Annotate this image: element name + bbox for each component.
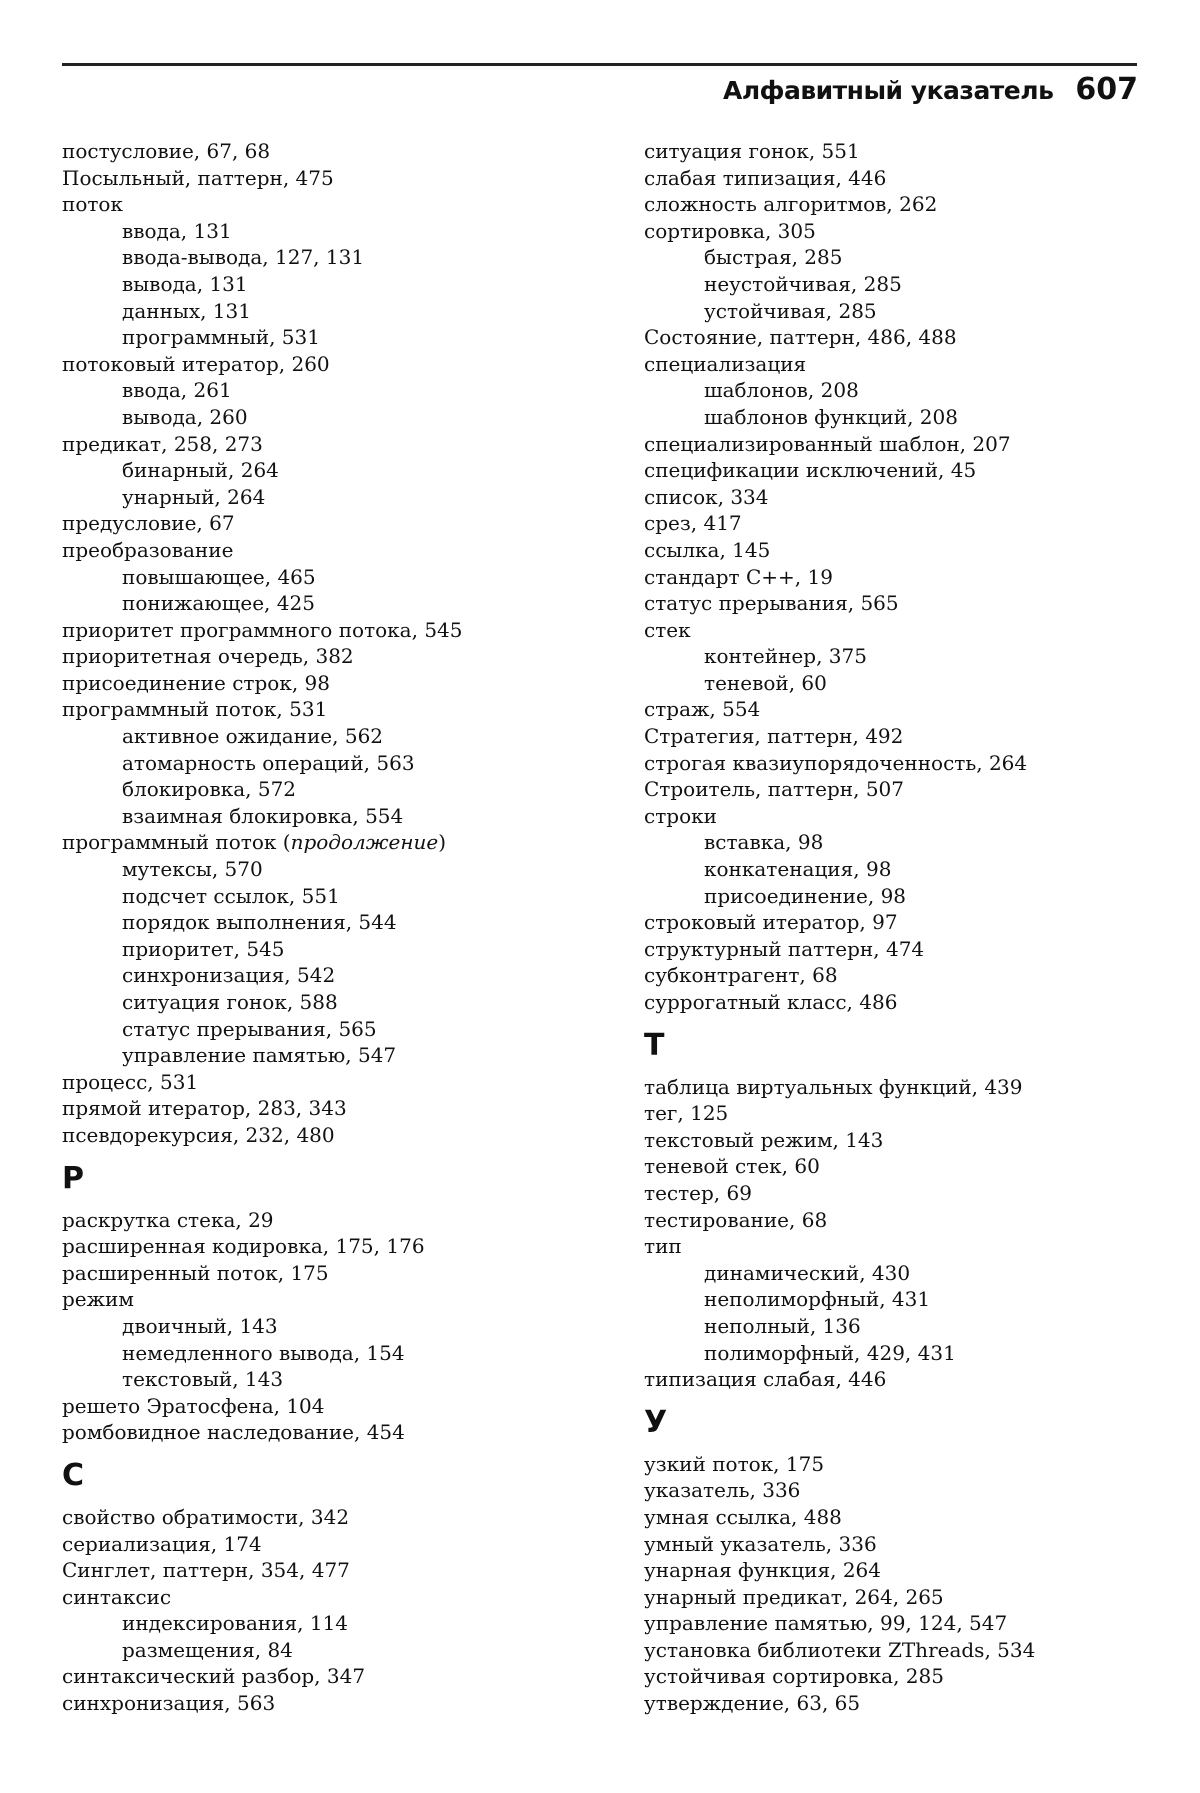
index-subentry: активное ожидание, 562 [122,724,384,749]
index-entry: Посыльный, паттерн, 475 [62,165,334,190]
index-entry: ситуация гонок, 551 [644,139,860,163]
index-subentry: двоичный, 143 [122,1313,278,1338]
index-entry: синхронизация, 563 [62,1691,276,1716]
index-subentry: контейнер, 375 [704,644,867,669]
index-entry: структурный паттерн, 474 [644,936,925,961]
index-entry: расширенная кодировка, 175, 176 [62,1234,425,1259]
index-subentry: порядок выполнения, 544 [122,910,397,935]
index-entry: присоединение строк, 98 [62,670,330,695]
index-entry: расширенный поток, 175 [62,1260,329,1285]
index-subentry: динамический, 430 [704,1260,911,1285]
index-entry: тестер, 69 [644,1180,752,1205]
index-entry: синтаксис [62,1584,172,1609]
index-entry: Синглет, паттерн, 354, 477 [62,1558,350,1583]
index-entry: спецификации исключений, 45 [644,458,977,483]
index-entry: раскрутка стека, 29 [62,1207,274,1232]
index-entry: статус прерывания, 565 [644,591,899,616]
index-entry: текстовый режим, 143 [644,1127,884,1152]
index-entry: срез, 417 [644,511,742,536]
index-entry: строгая квазиупорядоченность, 264 [644,750,1028,775]
index-subentry: статус прерывания, 565 [122,1016,377,1041]
entry-text: программный поток ( [62,830,291,855]
index-subentry: атомарность операций, 563 [122,750,415,775]
index-subentry: синхронизация, 542 [122,963,336,988]
index-entry: потоковый итератор, 260 [62,351,330,376]
index-entry: решето Эратосфена, 104 [62,1393,325,1418]
index-entry: суррогатный класс, 486 [644,990,898,1014]
index-entry: синтаксический разбор, 347 [62,1664,366,1689]
entry-continuation-note: продолжение [290,830,439,855]
index-entry: умная ссылка, 488 [644,1504,842,1529]
index-entry [62,829,582,856]
page-number: 607 [1075,72,1138,107]
section-letter: Р [62,1160,84,1196]
index-entry: умный указатель, 336 [644,1531,877,1556]
index-column-right [644,138,1164,1717]
index-subentry: неполный, 136 [704,1313,861,1338]
index-subentry: программный, 531 [122,325,320,350]
index-entry: Строитель, паттерн, 507 [644,777,904,802]
index-entry: типизация слабая, 446 [644,1367,887,1392]
index-subentry: вывода, 131 [122,271,248,296]
index-subentry: блокировка, 572 [122,777,297,802]
index-entry: указатель, 336 [644,1478,801,1503]
index-subentry: текстовый, 143 [122,1367,284,1392]
index-entry: режим [62,1287,134,1312]
index-subentry: немедленного вывода, 154 [122,1340,405,1365]
index-entry: стандарт C++, 19 [644,564,833,589]
index-entry: сложность алгоритмов, 262 [644,192,938,217]
index-subentry: унарный, 264 [122,484,266,509]
index-entry: тестирование, 68 [644,1207,828,1232]
index-entry: предикат, 258, 273 [62,431,263,456]
header-rule [62,63,1137,66]
index-entry: предусловие, 67 [62,511,235,536]
index-subentry: неустойчивая, 285 [704,271,902,296]
section-letter: У [644,1404,668,1440]
index-entry: установка библиотеки ZThreads, 534 [644,1637,1036,1662]
index-entry: строковый итератор, 97 [644,910,898,935]
index-subentry: присоединение, 98 [704,883,907,908]
index-subentry: вставка, 98 [704,830,824,855]
index-entry: Стратегия, паттерн, 492 [644,724,904,749]
index-entry: таблица виртуальных функций, 439 [644,1074,1023,1099]
index-entry: строки [644,803,717,828]
section-letter: С [62,1457,85,1493]
index-subentry: взаимная блокировка, 554 [122,803,404,828]
index-subentry: ситуация гонок, 588 [122,990,338,1014]
index-subentry: конкатенация, 98 [704,857,892,882]
entry-text-end: ) [438,830,447,855]
index-entry: сортировка, 305 [644,218,816,243]
index-subentry: устойчивая, 285 [704,298,877,323]
index-entry: страж, 554 [644,697,761,722]
index-entry: специализированный шаблон, 207 [644,431,1011,456]
index-subentry: размещения, 84 [122,1637,293,1662]
index-entry: специализация [644,351,807,376]
index-entry: унарная функция, 264 [644,1558,882,1583]
index-subentry: управление памятью, 547 [122,1043,397,1068]
index-subentry: ввода, 261 [122,378,232,403]
index-entry: слабая типизация, 446 [644,165,887,190]
index-subentry: шаблонов функций, 208 [704,404,958,429]
index-entry: программный поток, 531 [62,697,328,722]
index-subentry: неполиморфный, 431 [704,1287,931,1312]
index-entry: процесс, 531 [62,1069,199,1094]
index-subentry: ввода, 131 [122,218,232,243]
index-entry: узкий поток, 175 [644,1451,825,1476]
index-entry: утверждение, 63, 65 [644,1691,861,1716]
index-entry: субконтрагент, 68 [644,963,838,988]
index-entry: приоритетная очередь, 382 [62,644,354,669]
index-entry: постусловие, 67, 68 [62,139,271,163]
index-entry: устойчивая сортировка, 285 [644,1664,944,1689]
index-entry: список, 334 [644,484,769,509]
index-entry: тип [644,1234,682,1259]
index-subentry: шаблонов, 208 [704,378,859,403]
index-subentry: мутексы, 570 [122,857,263,882]
index-entry: поток [62,192,123,217]
index-entry: свойство обратимости, 342 [62,1504,350,1529]
index-subentry: повышающее, 465 [122,564,316,589]
index-subentry: быстрая, 285 [704,245,843,270]
index-subentry: индексирования, 114 [122,1611,349,1636]
index-entry: унарный предикат, 264, 265 [644,1584,944,1609]
index-entry: псевдорекурсия, 232, 480 [62,1122,335,1147]
index-subentry: ввода-вывода, 127, 131 [122,245,365,270]
index-subentry: бинарный, 264 [122,458,279,483]
index-entry: прямой итератор, 283, 343 [62,1096,347,1121]
index-subentry: приоритет, 545 [122,936,285,961]
index-entry: управление памятью, 99, 124, 547 [644,1611,1008,1636]
section-letter: Т [644,1027,665,1063]
index-entry: преобразование [62,537,234,562]
index-column-left [62,138,582,1717]
header-title: Алфавитный указатель [723,76,1054,105]
index-subentry: подсчет ссылок, 551 [122,883,340,908]
index-subentry: понижающее, 425 [122,591,315,616]
index-entry: Состояние, паттерн, 486, 488 [644,325,957,350]
index-subentry: данных, 131 [122,298,251,323]
index-entry: приоритет программного потока, 545 [62,617,463,642]
running-header [723,72,1138,107]
index-subentry: вывода, 260 [122,404,248,429]
index-entry: стек [644,617,691,642]
index-subentry: полиморфный, 429, 431 [704,1340,956,1365]
index-entry: тег, 125 [644,1101,729,1126]
index-entry: ссылка, 145 [644,537,771,562]
index-subentry: теневой, 60 [704,670,827,695]
index-entry: теневой стек, 60 [644,1154,820,1179]
index-entry: ромбовидное наследование, 454 [62,1420,405,1445]
index-entry: сериализация, 174 [62,1531,262,1556]
